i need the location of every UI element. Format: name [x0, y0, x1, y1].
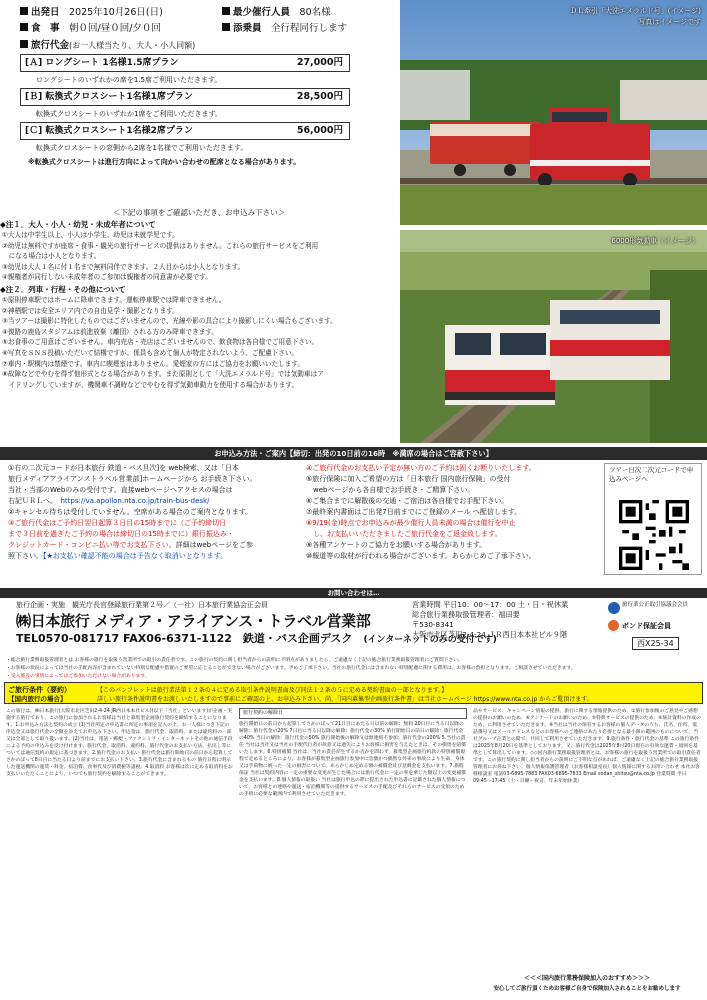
notes-line: イドリングしていますが、機関車不調時などでやむを得ず気動車動力を使用する場合があります。	[2, 380, 299, 389]
phone-fax[interactable]: TEL0570-081717 FAX06-6371-1122	[16, 632, 232, 645]
notes-line: ④復路の鹿島スタジアムは前進放棄（離団）される方のみ降車できます。	[2, 327, 218, 336]
plan-c: [Ｃ] 転換式クロスシート1名様2席プラン 56,000円	[20, 122, 350, 140]
notes-section	[0, 208, 398, 444]
bond-badge: ボンド保証会員	[608, 620, 703, 631]
apply-url-row: 右記ＵＲＬへ。 https://va.apollon.nta.co.jp/train-bus-desk/	[8, 497, 210, 505]
apply-text: ⑦最終案内書面はご出発7日前までにご登録のメール へ配信します。	[306, 508, 522, 516]
apply-payment-note: ③ご旅行代金はご予約日翌日起算３日目の15時までに（ご予約締切日	[8, 519, 227, 527]
qr-code-icon[interactable]	[619, 500, 689, 570]
notes-heading: ＜下記の事項をご確認いただき、お申込み下さい＞	[112, 208, 286, 217]
qr-box	[604, 463, 702, 575]
product-code: 西X25-34	[632, 637, 679, 650]
terms-box	[4, 682, 703, 704]
tour-info	[0, 0, 398, 200]
plan-c-note: 転換式クロスシートの窓側から2席を1名様でご利用いただきます。	[36, 144, 248, 152]
apply-text: ⑨各種アンケートのご協力をお願いする場合があります。	[306, 541, 487, 549]
qr-label: ツアー日次二次元コードで申込みページへ	[609, 466, 694, 483]
terms-col-2-text: 旅行開始日の前日から起算してさかのぼって21日目にあたる日以前の解除：無料 20日目に当る日以降の解除：旅行代金の20% 7日目に当る日以降の解除：旅行代金の30% 旅行開始日の前日の解除：旅行代金の40% 当日の解除：旅行代金の50% 旅行開始後の解除又は無連絡不参加：旅行代金の100% 5.当社の責任 当社は当社又は当社の手配代行者が故意又は過失によりお客様に損害を与えたときは、その損害を賠償いたします。6.特別補償 当社は、当社の責任が生ずるか否かを問わず、募集型企画旅行約款の特別補償規程で定めるところにより、お客様が募集型企画旅行参加中に急激かつ偶然な外来の事故により生命、身体又は手荷物に被った一定の損害について、あらかじめ定める額の補償金及び見舞金を支払います。7.旅程保証 当社は契約内容に一定の重要な変更が生じた場合には旅行代金に一定の率を乗じた額以上の変更補償金を支払います。8.個人情報の取扱い 当社は旅行申込の際に提出された申込書に記載された個人情報について、お客様との連絡や運送・宿泊機関等の提供するサービスの手配及びそれらのサービスの受領のための手続に必要な範囲内で利用させていただきます。	[239, 722, 466, 797]
company-name: ㈱日本旅行 メディア・アライアンス・トラベル営業部	[16, 612, 371, 630]
bond-logo-icon	[608, 620, 619, 631]
notes-line: ⑥写真をＳＮＳ投稿いただいて結構ですが、係員も含めて個人が特定されないよう、ご配慮下さい。	[2, 348, 299, 357]
notes-line: ④親権者が同行しない未成年者のご参加は親権者の同意書が必要です。	[2, 273, 212, 282]
terms-col-1: この旅行は、㈱日本旅行(大阪市北区芝田2-4-24 JR西日本本社ビル)(以下「当社」といいます)が企画・実施する旅行であり、この旅行に参加されるお客様は当社と募集型企画旅行契約を締結することになります。1.お申込み方法と契約の成立 (1)当社所定の申込書に所定の事項を記入の上、お一人様につき下記の申込金又は旅行代金の全額を添えてお申込み下さい。申込金は、旅行代金、取消料、または違約料の一部又は全部として取り扱います。(2)当社は、電話・郵便・ファクシミリ・インターネットその他の通信手段による予約の申込みを受け付けます。旅行代金、取消料、違約料、旅行代金のお支払い方法、払戻し等については通信契約の規定に基づきます。2.旅行代金のお支払い 旅行代金は旅行開始日の前日から起算してさかのぼって8日目に当たる日より前までにお支払い下さい。3.旅行代金に含まれるもの 旅行日程に明示した運送機関の運賃・料金、宿泊費、食事代及び消費税等諸税。4.取消料 お客様は次に定める取消料をお支払いいただくことにより、いつでも旅行契約を解除することができます。	[6, 709, 233, 777]
notes-line: ①大人は中学生以上、小人は小学生、幼児は未就学児です。	[2, 231, 179, 239]
cancel-table-title: 旅行契約の解除日	[239, 708, 467, 719]
plan-footnote: ※転換式クロスシートは進行方向によって向かい合わせの配席となる場合があります。	[28, 158, 301, 166]
terms-intro-1: ・総合旅行業務取扱管理者とは お客様の旅行を取扱う営業所での取引の責任者です。この旅行の契約に関し担当者からの説明に不明点がありましたら、ご遠慮なく上記の総合旅行業務取扱管理者にご質問下さい。	[6, 658, 463, 663]
terms-box-text: 【このパンフレットは旅行業法第１２条の４に定める取引条件説明書面及び同法１２条の５に定める契約書面の一部となります。】	[97, 687, 448, 694]
plan-a-note: ロングシートのいずれかの席を1.5席ご利用いただきます。	[36, 76, 222, 84]
insurance-recommend-title: ＜＜＜国内旅行業務保険加入のおすすめ＞＞＞	[523, 975, 651, 982]
apply-text: ②キャンセル待ちは受付していません。空席がある場合のご案内となります。	[8, 508, 253, 516]
apply-section	[0, 447, 707, 585]
apply-text: ⑩報道等の取材が行われる場合がございます。あらかじめご了承下さい。	[306, 552, 536, 560]
apply-text: ⑤旅行保険に加入ご希望の方は「日本旅行 国内旅行保険」の受付	[306, 475, 511, 483]
notes-sec2-title: ◆注２．列車・行程・その他について	[0, 284, 126, 294]
association-badge: 旅行業公正取引協議会会員	[608, 602, 703, 616]
photo1-caption: ＤＬ牽引「大洗エメラルド号」(イメージ)	[569, 7, 701, 15]
price-row: 旅行代金(お一人様当たり、大人・小人同額)	[20, 39, 195, 52]
apply-text: ④ご旅行代金のお支払い予定が無い方のご予約は固くお断りいたします。	[306, 464, 536, 472]
photo1-caption-sub: 写真はイメージです	[638, 18, 701, 26]
notes-sec1-title: ◆注１．大人・小人・幼児・未成年者について	[0, 220, 156, 229]
planner-line: 旅行企画・実施 観光庁長官登録旅行業第２号／（一社）日本旅行業協会正会員	[16, 601, 268, 609]
meals-row: 食 事 朝０回/昼０回/夕０回	[20, 22, 161, 35]
notes-line: ②幼児は無料ですが座席・食事・観光の旅行サービスの提供はありません。これらの旅行サービスをご利用	[2, 241, 319, 250]
terms-col-2	[239, 708, 467, 994]
plan-b-note: 転換式クロスシートのいずれか1席をご利用いただきます。	[36, 110, 222, 118]
apply-warning-row: 照下さい。【★お支払い確認不能の場合は予告なく取消いとなります。	[8, 552, 228, 560]
notes-line: ③幼児は大人１名に付１名まで無料同伴できます。２人目からは小人となります。	[2, 262, 245, 271]
apply-cancel-note: し、お支払いいただきましたご旅行代金をご返金致します。	[306, 530, 502, 538]
apply-payment-note: まで３日前を過ぎたご予約の場合は締切日の15時までに）銀行振込み・	[8, 530, 234, 538]
terms-col-3: 品やサービス、キャンペーン情報の提供、旅行に関する情報提供のため、②旅行参加後のご意見やご感想の提供のお願いのため、④アンケートのお願いのため、⑤特典サービスの提供のため、⑥統計資料の作成のため、に利用させていただきます。※当社は当社の保有するお客様の個人データのうち、氏名、住所、電話番号又はメールアドレスなどのお客様へのご連絡にあたり必要となる最小限の範囲のものについて、当社グループ企業との間で、共同して利用させていただきます。9.旅行条件・旅行代金の基準 この旅行条件は2025年8月20日を基準としております。又、旅行代金は2025年8月20日現在の有効な運賃・規則を基準として算出しています。◇◇国内旅行業務取扱管理者とは、お客様の旅行を取扱う営業所での取引責任者です。この旅行契約に関し担当者からの説明にご不明な点があれば、ご遠慮なく上記の総合旅行業務取扱管理者にお尋ね下さい。個人情報保護管理者（お客様相談室長）個人情報に関するお問い合わせ 本社お客様相談室 電話03-6895-7883 FAX03-6895-7833 Email sodan_shitsu@nta.co.jp 営業時間 平日 09:45〜17:45（土・日曜・祝日、年末年始休業）	[473, 709, 701, 784]
terms-box-sub: 【国内旅行の場合】	[8, 695, 67, 703]
apply-text: ①右の二次元コードが日本旅行 鉄道・バス旦次]を web検索、又は「日本	[8, 464, 239, 472]
departure-row: 出発日 2025年10月26日(日)	[20, 6, 163, 19]
notes-line: になる場合は小人となります。	[2, 252, 101, 261]
notes-line: ②神栖駅では安全エリア内での自由見学・撮影となります。	[2, 306, 179, 315]
notes-line: ⑦車内・駅構内は禁煙です。車内に喫煙室はありません。愛煙家の方にはご協力をお願いいたします。	[2, 359, 304, 368]
terms-intro-2: ・お客様の状況によっては当社の手配内容が含まれていない特別な配慮や措置のご要望に応じることができない場合がございます。予めご了承下さい。当社の旅行代金には含まれない特別配慮に関する費用は、お客様の負担となります。ご相談させていただきます。	[6, 666, 576, 671]
notes-line: ⑧故障などでやむを得ず他形式となる場合があります。また原則として「大洗エメラルド号」では気動車はア	[2, 370, 324, 379]
guide-row: 添乗員 全行程同行します	[222, 22, 347, 35]
association-logo-icon	[608, 602, 620, 614]
contact-phone-row: TEL0570-081717 FAX06-6371-1122 鉄道・バス企画デスク (インターネットのみの受付です)	[16, 632, 497, 645]
photo2-caption: 6000形気動車（イメージ）	[611, 237, 699, 245]
terms-intro-3: ・受入施設の事情によってはご参加いただけない場合があります。	[6, 674, 150, 679]
notes-line: ③当ツアーは撮影に特化したものではございませんので、光線や影の具合により撮影しにくい場合もございます。	[2, 317, 337, 326]
apply-text: 旅行メディアアライアンストラベル営業部]ホームページから お手続き下さい。	[8, 475, 257, 483]
apply-url-link[interactable]: https://va.apollon.nta.co.jp/train-bus-desk/	[60, 497, 210, 505]
notes-line: ⑤お食事のご用意はございません。車内売店・売店はございませんので、飲食物は各自様でご用意下さい。	[2, 338, 319, 347]
apply-text: ⑥ご集合までに解散後の交通・ご宿泊は各自様でお手配下さい。	[306, 497, 509, 505]
photo-locomotive	[400, 0, 707, 225]
insurance-recommend-text: 安心してご旅行頂くためお客様ご自身で保険加入されることをお勧めします	[493, 986, 681, 992]
photo-railcar	[400, 230, 707, 443]
terms-box-title: ご旅行条件（要約）	[8, 686, 71, 694]
apply-text: 当社・当部のWebのみの受付です。直接webページへアクセスの場合は	[8, 486, 233, 494]
notes-line: ①原則停車駅ではホームに降車できます。運転停車駅では降車できません。	[2, 295, 226, 304]
plan-b: [Ｂ] 転換式クロスシート1名様1席プラン 28,500円	[20, 88, 350, 106]
min-participants-row: 最少催行人員 80名様	[222, 6, 331, 19]
plan-a: [Ａ] ロングシート 1名様1.5席プラン 27,000円	[20, 54, 350, 72]
contact-bar: お問い合わせは…	[0, 588, 707, 598]
terms-box-text2: 詳しい旅行条件説明書をお渡しいたしますので事前にご確認の上、お申込み下さい。尚、「国内募集型企画旅行条件書」は当社ホームページ https://www.nta.co.jp からご覧頂けます。	[97, 696, 593, 703]
apply-text: webページから各自様でお手続き・ご精算下さい。	[306, 486, 475, 494]
apply-cancel-note: ⑧9/19(金)時点でお申込みが最少催行人員未満の場合は催行を中止	[306, 519, 516, 527]
contact-section	[0, 588, 707, 652]
apply-payment-row: クレジットカード・コンビニ払い等でお支払下さい。詳細はwebページをご参	[8, 541, 253, 549]
contact-details: 営業時間 平日10：00〜17：00 土・日・祝休業 総合旅行業務取扱管理者：福田要 〒530-8341 大阪市北区芝田2-4-24 ＪＲ西日本本社ビル９階	[412, 600, 569, 639]
apply-bar: お申込み方法・ご案内【締切：出発の10日前の16時 ※満席の場合はご容赦下さい】	[0, 447, 707, 460]
